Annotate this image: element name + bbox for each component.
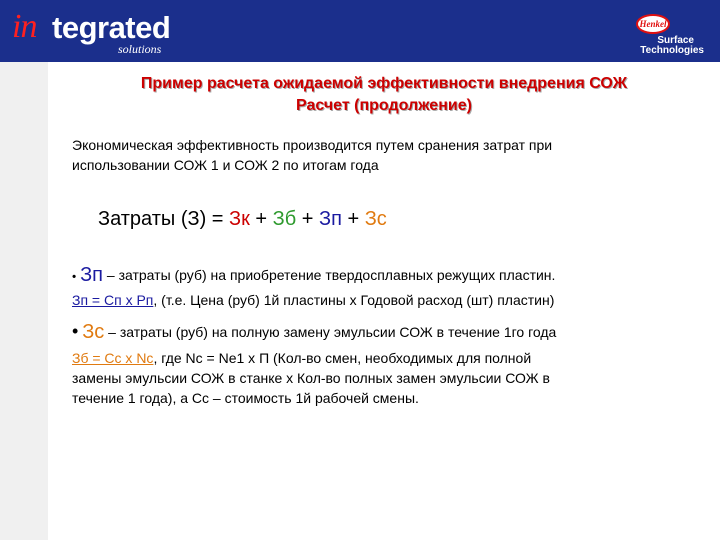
brand-surface-text: Surface (657, 35, 694, 46)
logo-in-text: in (12, 8, 37, 45)
brand-technologies-text: Technologies (640, 45, 704, 56)
formula-lhs: Затраты (З) = (98, 208, 230, 230)
formula-zb: Зб (272, 208, 297, 230)
item-zs-formula: Зб = Сс х Nс (72, 350, 154, 366)
bullet-icon: • (72, 321, 79, 341)
formula-plus-1: + (249, 208, 273, 230)
page-title-line1: Пример расчета ожидаемой эффективности внедрения СОЖ (140, 75, 628, 92)
item-zp-symbol: Зп (80, 264, 104, 286)
cost-formula (98, 209, 387, 229)
intro-text-line1: Экономическая эффективность производится путем сранения затрат при (72, 137, 553, 153)
formula-plus-3: + (341, 208, 365, 230)
item-zp-formula-rest: , (т.е. Цена (руб) 1й пластины х Годовой расход (шт) пластин) (153, 292, 555, 308)
header-banner (0, 0, 720, 62)
left-sidebar-panel (0, 62, 48, 540)
logo-solutions-text: solutions (118, 42, 162, 56)
item-zp-formula-line (72, 293, 554, 307)
bullet-icon: • (72, 269, 77, 284)
item-zs-symbol: Зс (82, 321, 105, 343)
henkel-logo-text: Henkel (639, 19, 667, 29)
item-zp-text: – затраты (руб) на приобретение твердосплавных режущих пластин. (103, 267, 556, 283)
item-zs-line2: замены эмульсии СОЖ в станке х Кол-во полных замен эмульсии СОЖ в (72, 370, 550, 386)
formula-zs: Зс (364, 208, 387, 230)
intro-text-line2: использовании СОЖ 1 и СОЖ 2 по итогам года (72, 157, 379, 173)
item-zs-text: – затраты (руб) на полную замену эмульсии СОЖ в течение 1го года (104, 324, 557, 340)
item-zs-line3: течение 1 года), а Сс – стоимость 1й рабочей смены. (72, 390, 419, 406)
item-zp-definition (72, 265, 555, 285)
item-zp-formula: Зп = Сп х Рп (72, 292, 154, 308)
henkel-logo-icon (636, 14, 670, 34)
logo-tegrated-text: tegrated (52, 10, 171, 45)
formula-zp: Зп (319, 208, 342, 230)
item-zs-definition (72, 322, 556, 342)
item-zs-formula-line1 (72, 351, 531, 365)
item-zs-line1-rest: , где Nс = Nе1 х П (Кол-во смен, необходимых для полной (153, 350, 532, 366)
formula-plus-2: + (296, 208, 319, 230)
formula-zk: Зк (229, 208, 250, 230)
page-title-line2: Расчет (продолжение) (296, 97, 472, 114)
